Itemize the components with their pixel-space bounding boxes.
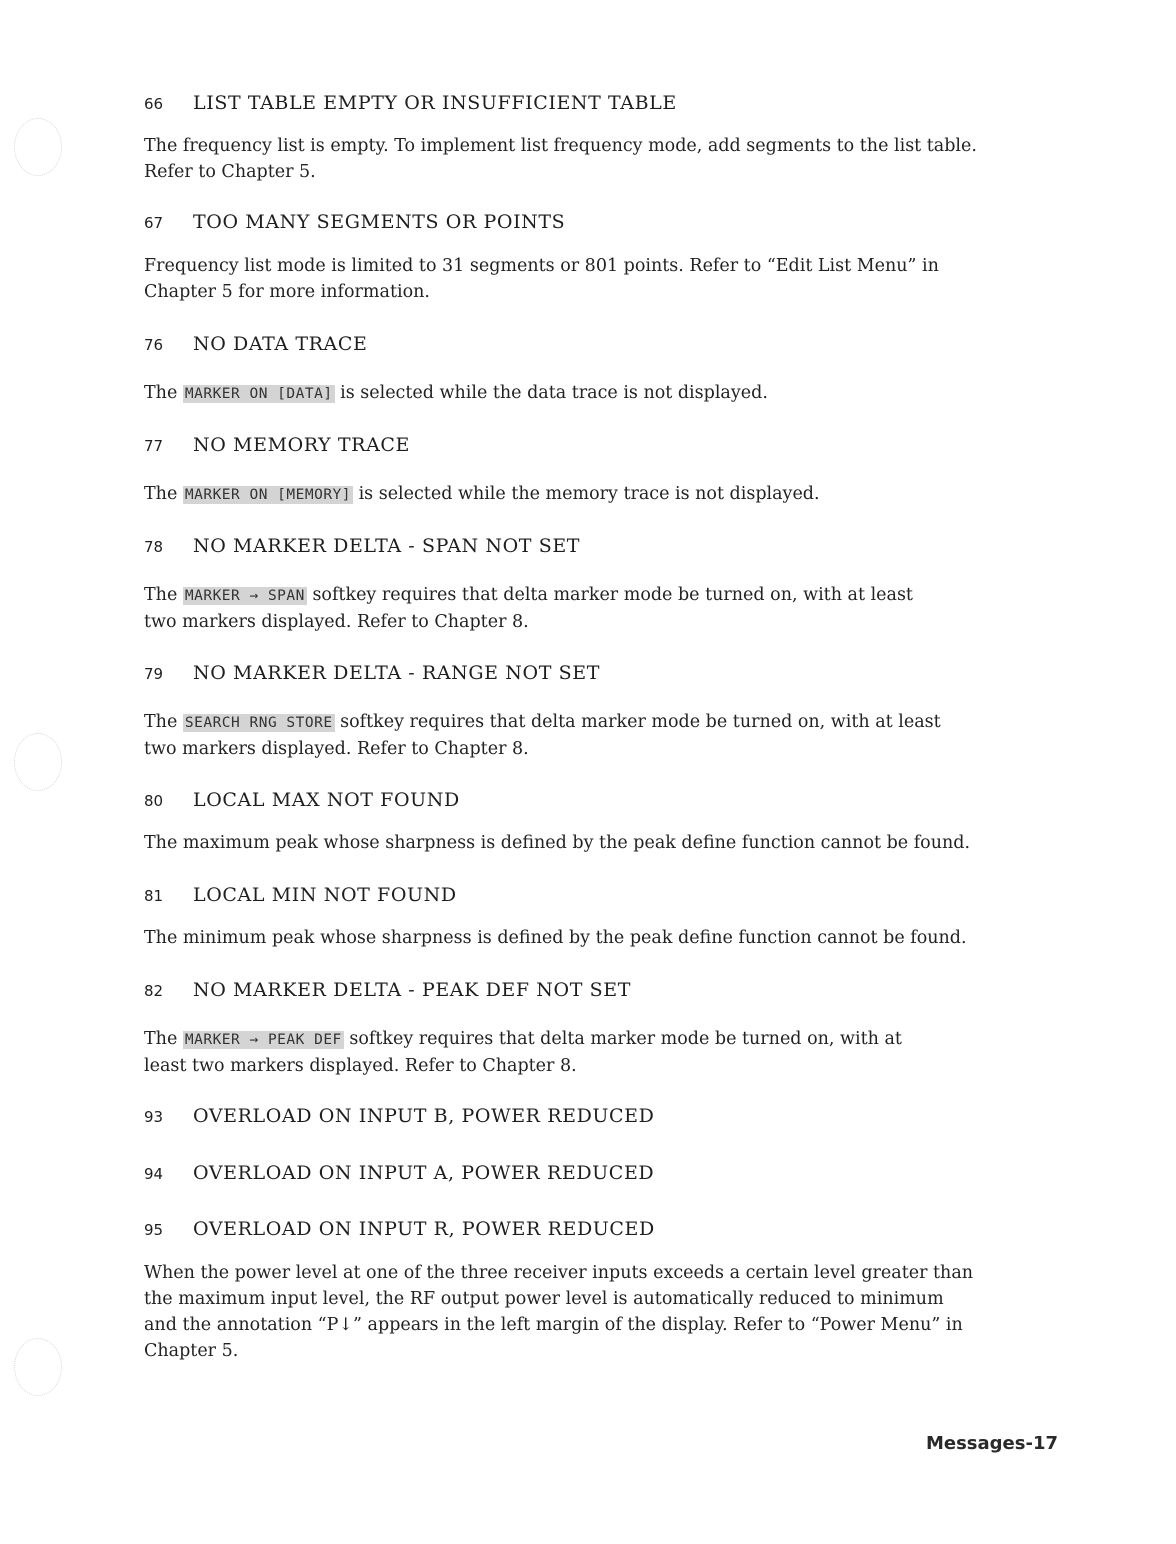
message-heading	[144, 92, 677, 114]
message-title: OVERLOAD ON INPUT R, POWER REDUCED	[193, 1218, 655, 1240]
message-heading	[144, 1218, 655, 1240]
message-description	[144, 1260, 973, 1364]
text-run: is selected while the memory trace is not displayed.	[353, 484, 820, 504]
text-run: Refer to Chapter 5.	[144, 162, 316, 182]
text-run: the maximum input level, the RF output power level is automatically reduced to minimum	[144, 1289, 944, 1309]
message-number: 66	[144, 95, 164, 113]
message-title: NO DATA TRACE	[193, 333, 368, 355]
message-title: OVERLOAD ON INPUT B, POWER REDUCED	[193, 1105, 655, 1127]
text-run: Frequency list mode is limited to 31 segments or 801 points. Refer to “Edit List Menu” in	[144, 256, 939, 276]
description-line	[144, 1026, 902, 1053]
softkey-label: MARKER ON [DATA]	[184, 386, 333, 402]
softkey-label: SEARCH RNG STORE	[184, 715, 333, 731]
message-number: 76	[144, 336, 164, 354]
message-heading	[144, 535, 580, 557]
text-run: The	[144, 383, 183, 403]
message-heading	[144, 789, 460, 811]
message-heading	[144, 1162, 654, 1184]
message-title: OVERLOAD ON INPUT A, POWER REDUCED	[193, 1162, 655, 1184]
message-title: TOO MANY SEGMENTS OR POINTS	[193, 211, 566, 233]
description-line	[144, 481, 820, 508]
text-run: softkey requires that delta marker mode be turned on, with at	[343, 1029, 902, 1049]
text-run: When the power level at one of the three receiver inputs exceeds a certain level greater than	[144, 1263, 974, 1283]
message-heading	[144, 211, 565, 233]
message-title: LIST TABLE EMPTY OR INSUFFICIENT TABLE	[193, 92, 677, 114]
message-number: 93	[144, 1108, 164, 1126]
message-title: NO MARKER DELTA - SPAN NOT SET	[193, 535, 581, 557]
text-run: two markers displayed. Refer to Chapter 8.	[144, 739, 529, 759]
description-line	[144, 253, 939, 279]
message-number: 82	[144, 982, 164, 1000]
text-run: Chapter 5.	[144, 1341, 239, 1361]
message-title: NO MARKER DELTA - RANGE NOT SET	[193, 662, 600, 684]
message-title: LOCAL MIN NOT FOUND	[193, 884, 457, 906]
message-title: LOCAL MAX NOT FOUND	[193, 789, 460, 811]
description-line	[144, 279, 939, 305]
description-line	[144, 1338, 973, 1364]
message-description	[144, 925, 967, 951]
message-description	[144, 133, 977, 185]
punch-hole-mark	[14, 118, 62, 176]
text-run: Chapter 5 for more information.	[144, 282, 430, 302]
message-description	[144, 830, 970, 856]
text-run: softkey requires that delta marker mode be turned on, with at least	[306, 585, 913, 605]
description-line	[144, 380, 768, 407]
text-run: The	[144, 1029, 183, 1049]
text-run: The	[144, 484, 183, 504]
description-line	[144, 1312, 973, 1338]
description-line	[144, 159, 977, 185]
description-line	[144, 830, 970, 856]
description-line	[144, 925, 967, 951]
message-number: 95	[144, 1221, 164, 1239]
text-run: The	[144, 712, 183, 732]
message-heading	[144, 333, 367, 355]
message-description	[144, 380, 768, 407]
message-title: NO MEMORY TRACE	[193, 434, 411, 456]
message-heading	[144, 884, 457, 906]
text-run: two markers displayed. Refer to Chapter 8.	[144, 612, 529, 632]
text-run: The minimum peak whose sharpness is defined by the peak define function cannot be found.	[144, 928, 967, 948]
text-run: The maximum peak whose sharpness is defined by the peak define function cannot be found.	[144, 833, 971, 853]
message-description	[144, 709, 941, 762]
message-description	[144, 582, 913, 635]
softkey-label: MARKER ON [MEMORY]	[184, 487, 352, 503]
text-run: least two markers displayed. Refer to Chapter 8.	[144, 1056, 577, 1076]
description-line	[144, 1053, 902, 1079]
description-line	[144, 1260, 973, 1286]
text-run: The	[144, 585, 183, 605]
description-line	[144, 609, 913, 635]
message-description	[144, 253, 939, 305]
description-line	[144, 1286, 973, 1312]
text-run: and the annotation “P↓” appears in the left margin of the display. Refer to “Power Menu” in	[144, 1315, 963, 1335]
text-run: is selected while the data trace is not displayed.	[334, 383, 768, 403]
description-line	[144, 133, 977, 159]
message-number: 94	[144, 1165, 164, 1183]
message-heading	[144, 1105, 654, 1127]
message-number: 77	[144, 437, 164, 455]
punch-hole-mark	[14, 733, 62, 791]
message-number: 80	[144, 792, 164, 810]
message-description	[144, 481, 820, 508]
punch-hole-mark	[14, 1338, 62, 1396]
softkey-label: MARKER → SPAN	[184, 588, 305, 604]
description-line	[144, 582, 913, 609]
message-number: 78	[144, 538, 164, 556]
message-number: 67	[144, 214, 164, 232]
message-number: 81	[144, 887, 164, 905]
text-run: softkey requires that delta marker mode be turned on, with at least	[334, 712, 941, 732]
message-title: NO MARKER DELTA - PEAK DEF NOT SET	[193, 979, 631, 1001]
text-run: The frequency list is empty. To implement list frequency mode, add segments to the list table.	[144, 136, 977, 156]
softkey-label: MARKER → PEAK DEF	[184, 1032, 342, 1048]
message-heading	[144, 662, 600, 684]
message-description	[144, 1026, 902, 1079]
page-footer-label: Messages-17	[925, 1433, 1058, 1454]
message-number: 79	[144, 665, 164, 683]
message-heading	[144, 979, 631, 1001]
description-line	[144, 736, 941, 762]
message-heading	[144, 434, 410, 456]
description-line	[144, 709, 941, 736]
